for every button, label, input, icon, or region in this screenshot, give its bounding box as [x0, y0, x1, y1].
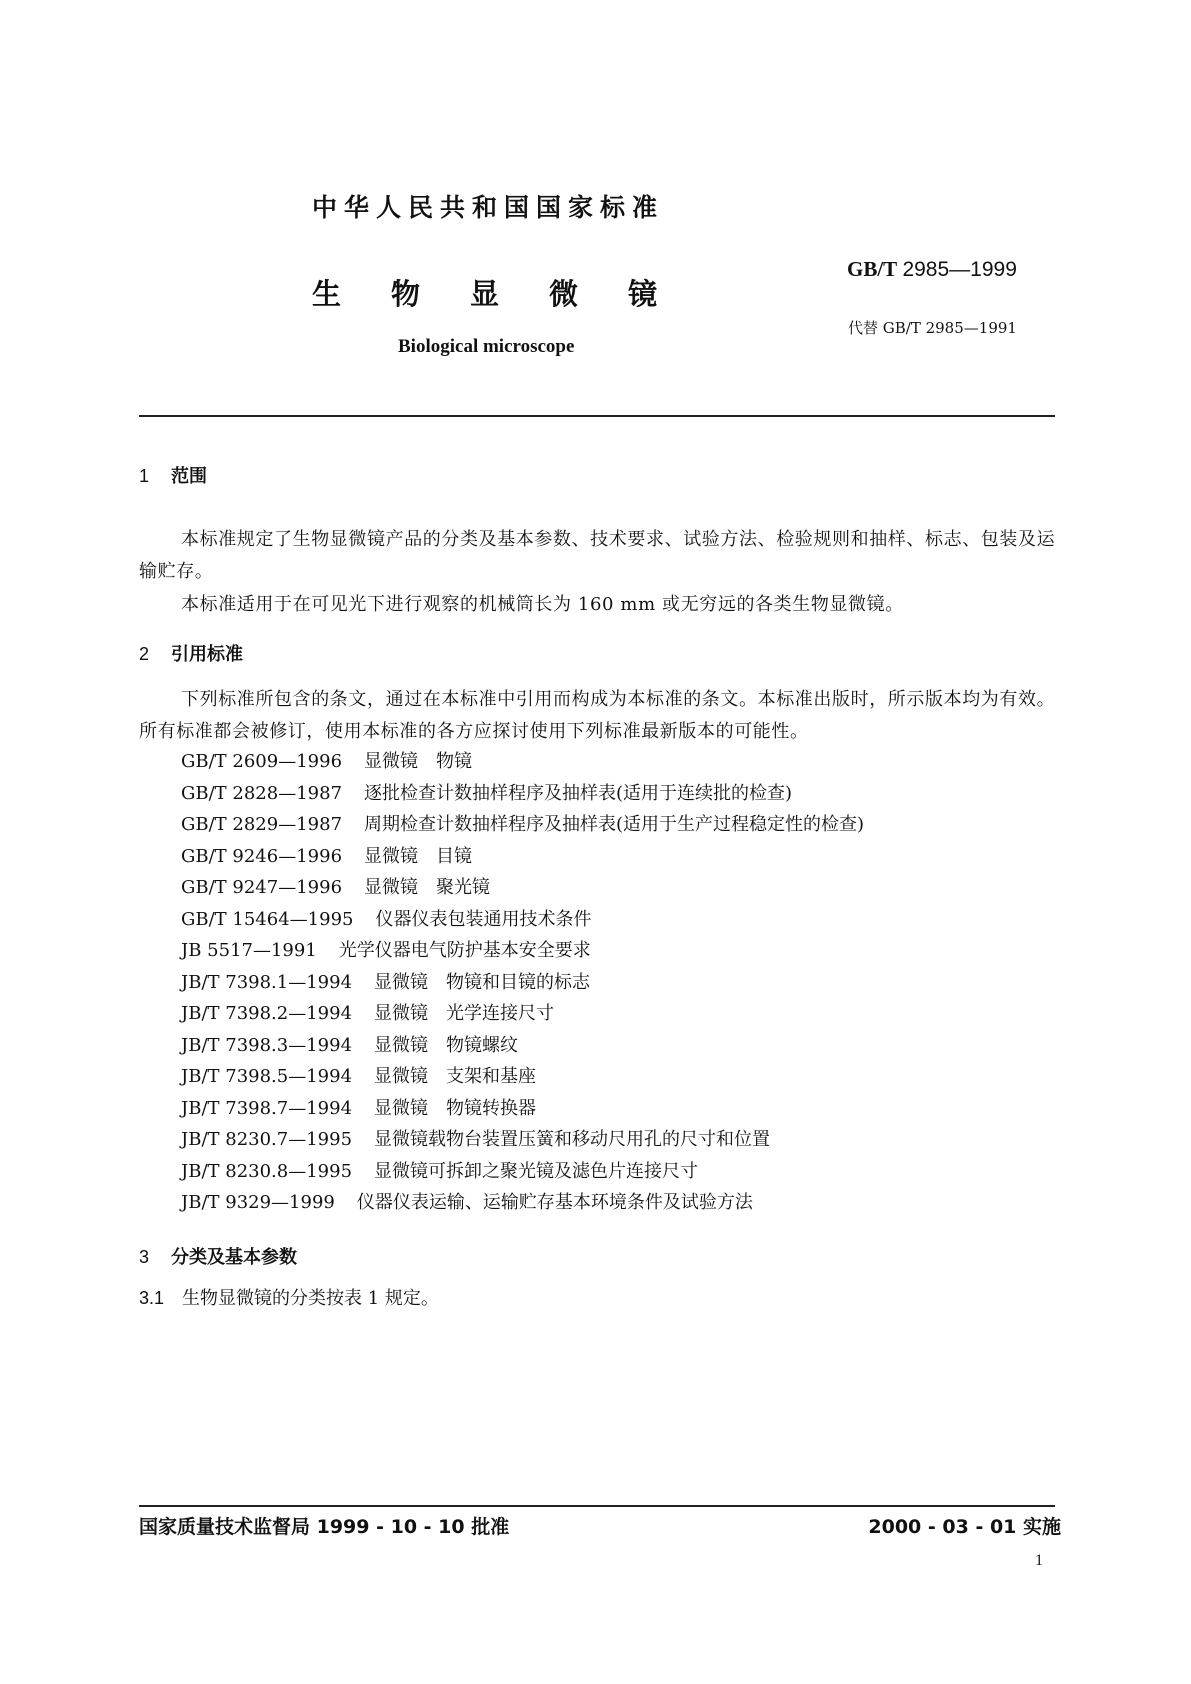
list-item: [181, 998, 864, 1030]
clause-3-1: [139, 1284, 439, 1310]
reference-code: GB/T 2828—1987: [181, 782, 343, 804]
section-1-heading: [139, 462, 207, 488]
normative-references-list: [181, 746, 864, 1219]
list-item: [181, 1124, 864, 1156]
footer-divider: [139, 1505, 1055, 1507]
reference-title: 逐批检查计数抽样程序及抽样表(适用于连续批的检查): [364, 782, 793, 804]
reference-code: JB/T 7398.2—1994: [181, 1003, 353, 1024]
list-item: [181, 872, 864, 904]
section-1-title: 范围: [171, 466, 207, 487]
list-item: [181, 809, 864, 841]
reference-title: 显微镜 物镜和目镜的标志: [374, 971, 591, 993]
reference-code: GB/T 2609—1996: [181, 751, 343, 772]
header-divider: [139, 415, 1055, 417]
reference-code: JB/T 7398.1—1994: [181, 971, 353, 993]
list-item: [181, 1030, 864, 1062]
list-item: [181, 841, 864, 873]
approval-statement: 国家质量技术监督局 1999 - 10 - 10 批准: [139, 1516, 510, 1538]
section-3-heading: [139, 1243, 297, 1269]
document-title: 生物显微镜: [312, 277, 708, 311]
replaces-standard: 代替 GB/T 2985—1991: [848, 319, 1017, 337]
clause-3-1-number: 3.1: [139, 1288, 165, 1308]
list-item: [181, 1093, 864, 1125]
reference-code: JB/T 7398.3—1994: [181, 1034, 353, 1056]
section-3-title: 分类及基本参数: [171, 1247, 297, 1268]
reference-title: 仪器仪表包装通用技术条件: [375, 908, 592, 930]
section-1-number: 1: [139, 466, 150, 486]
reference-title: 显微镜 物镜螺纹: [374, 1034, 519, 1056]
standard-code: [847, 257, 1017, 282]
section-1-paragraph-1: 本标准规定了生物显微镜产品的分类及基本参数、技术要求、试验方法、检验规则和抽样、标志、包装及运输贮存。: [139, 529, 1056, 582]
list-item: [181, 1187, 864, 1219]
reference-code: JB/T 8230.7—1995: [181, 1129, 353, 1150]
reference-title: 光学仪器电气防护基本安全要求: [338, 940, 591, 961]
list-item: [181, 746, 864, 778]
reference-title: 显微镜 物镜: [364, 751, 473, 772]
section-2-number: 2: [139, 644, 150, 664]
standard-code-number: 2985—1999: [902, 258, 1017, 281]
reference-code: JB/T 7398.7—1994: [181, 1097, 353, 1119]
section-3-number: 3: [139, 1247, 150, 1267]
section-2-heading: [139, 640, 243, 666]
list-item: [181, 935, 864, 967]
reference-title: 显微镜 光学连接尺寸: [374, 1003, 555, 1024]
page-number: 1: [1035, 1552, 1043, 1569]
list-item: [181, 1156, 864, 1188]
reference-code: GB/T 15464—1995: [181, 908, 354, 930]
reference-code: JB 5517—1991: [181, 940, 317, 961]
reference-title: 显微镜 目镜: [364, 845, 473, 867]
implementation-date: 2000 - 03 - 01 实施: [868, 1516, 1061, 1538]
reference-code: JB/T 7398.5—1994: [181, 1066, 353, 1087]
section-2-title: 引用标准: [171, 644, 243, 665]
reference-code: JB/T 8230.8—1995: [181, 1160, 353, 1182]
reference-code: GB/T 9246—1996: [181, 845, 343, 867]
reference-title: 周期检查计数抽样程序及抽样表(适用于生产过程稳定性的检查): [364, 814, 865, 835]
list-item: [181, 778, 864, 810]
standard-code-prefix: GB/T: [847, 257, 898, 281]
reference-code: JB/T 9329—1999: [181, 1192, 335, 1213]
list-item: [181, 967, 864, 999]
reference-code: GB/T 2829—1987: [181, 814, 343, 835]
section-2-paragraph-1: 下列标准所包含的条文，通过在本标准中引用而构成为本标准的条文。本标准出版时，所示版本均为有效。所有标准都会被修订，使用本标准的各方应探讨使用下列标准最新版本的可能性。: [139, 689, 1056, 742]
reference-title: 显微镜 物镜转换器: [374, 1097, 537, 1119]
list-item: [181, 1061, 864, 1093]
clause-3-1-text: 生物显微镜的分类按表 1 规定。: [182, 1288, 439, 1309]
list-item: [181, 904, 864, 936]
reference-title: 显微镜 支架和基座: [374, 1066, 537, 1087]
national-standard-heading: 中华人民共和国国家标准: [312, 193, 665, 222]
document-subtitle-english: Biological microscope: [398, 336, 575, 357]
reference-title: 显微镜可拆卸之聚光镜及滤色片连接尺寸: [374, 1160, 699, 1182]
reference-title: 显微镜 聚光镜: [364, 877, 491, 898]
section-1-paragraph-2: 本标准适用于在可见光下进行观察的机械筒长为 160 mm 或无穷远的各类生物显微镜。: [181, 594, 904, 615]
reference-title: 显微镜载物台装置压簧和移动尺用孔的尺寸和位置: [374, 1129, 771, 1150]
reference-title: 仪器仪表运输、运输贮存基本环境条件及试验方法: [356, 1192, 753, 1213]
reference-code: GB/T 9247—1996: [181, 877, 343, 898]
